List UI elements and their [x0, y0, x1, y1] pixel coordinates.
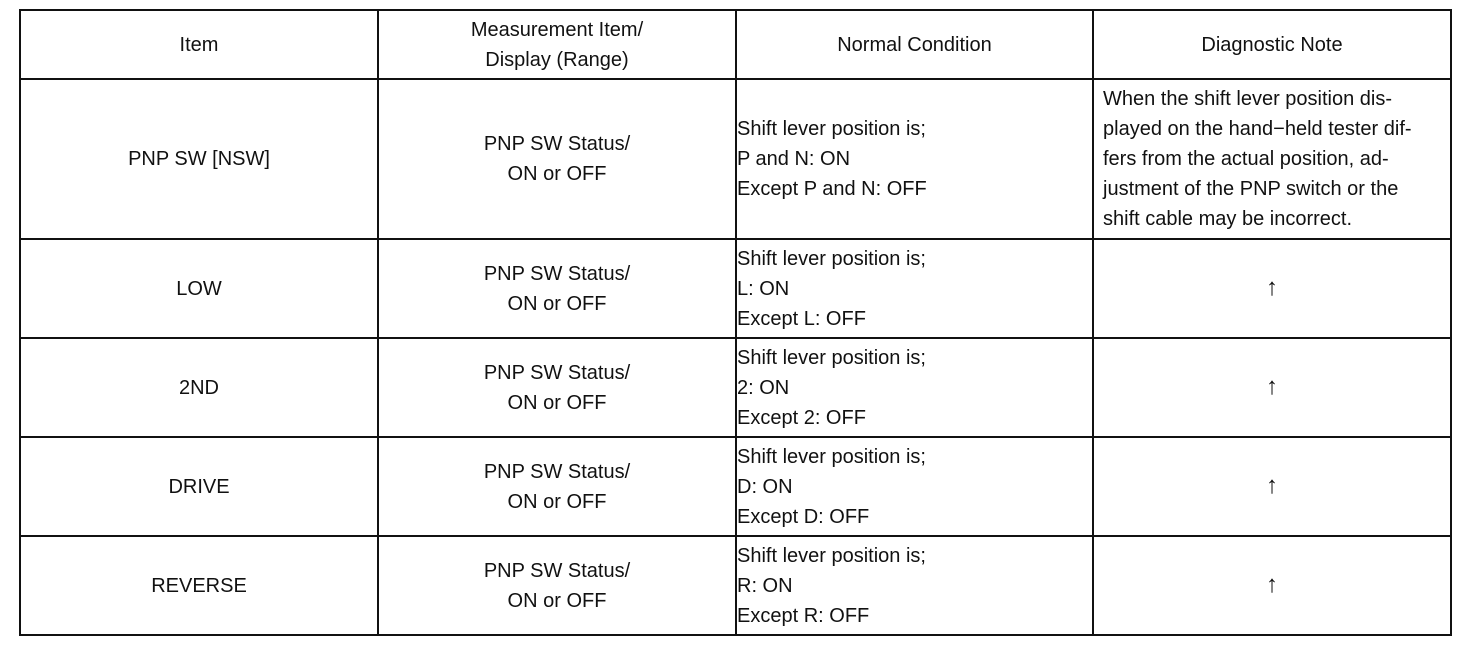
normal-line1: Shift lever position is; [737, 247, 926, 270]
normal-condition-cell [736, 338, 1093, 437]
item-label: PNP SW [NSW] [128, 148, 270, 170]
header-diagnostic-note [1093, 10, 1451, 79]
table-row [20, 239, 1451, 338]
up-arrow-icon: ↑ [1266, 570, 1278, 598]
table-row [20, 536, 1451, 635]
note-line2: played on the hand−held tester dif- [1103, 118, 1412, 140]
table-row [20, 338, 1451, 437]
measurement-line1: PNP SW Status/ [483, 262, 631, 285]
diagnostic-note-cell [1093, 536, 1451, 635]
measurement-cell [378, 536, 736, 635]
header-row [20, 10, 1451, 79]
measurement-line2: ON or OFF [507, 490, 607, 513]
up-arrow-icon: ↑ [1266, 372, 1278, 400]
item-cell [20, 239, 378, 338]
header-normal-condition-label: Normal Condition [837, 33, 992, 56]
measurement-line1: PNP SW Status/ [483, 361, 631, 384]
normal-line3: Except L: OFF [737, 307, 866, 330]
measurement-line2: ON or OFF [507, 292, 607, 315]
note-line5: shift cable may be incorrect. [1103, 208, 1352, 230]
measurement-cell [378, 79, 736, 239]
normal-line3: Except R: OFF [737, 604, 870, 627]
item-cell [20, 536, 378, 635]
normal-line2: P and N: ON [737, 148, 851, 170]
normal-condition-cell [736, 437, 1093, 536]
normal-line2: D: ON [737, 475, 793, 498]
measurement-cell [378, 338, 736, 437]
item-cell [20, 338, 378, 437]
measurement-line2: ON or OFF [507, 163, 607, 185]
item-label: LOW [176, 277, 222, 300]
header-item-label: Item [179, 33, 219, 56]
measurement-line2: ON or OFF [507, 391, 607, 414]
normal-condition-cell [736, 536, 1093, 635]
measurement-line1: PNP SW Status/ [483, 559, 631, 582]
note-line4: justment of the PNP switch or the [1103, 178, 1399, 200]
header-measurement-line1: Measurement Item/ [470, 18, 644, 41]
header-item [20, 10, 378, 79]
normal-line2: R: ON [737, 574, 793, 597]
up-arrow-icon: ↑ [1266, 471, 1278, 499]
measurement-line2: ON or OFF [507, 589, 607, 612]
normal-line1: Shift lever position is; [737, 544, 926, 567]
data-list-table [19, 9, 1452, 636]
header-measurement [378, 10, 736, 79]
normal-condition-cell [736, 79, 1093, 239]
normal-line2: L: ON [737, 277, 790, 300]
up-arrow-icon: ↑ [1266, 273, 1278, 301]
normal-line3: Except P and N: OFF [737, 178, 927, 200]
measurement-line1: PNP SW Status/ [483, 133, 631, 155]
measurement-cell [378, 239, 736, 338]
item-label: REVERSE [151, 574, 247, 597]
diagnostic-note-cell [1093, 338, 1451, 437]
item-cell [20, 79, 378, 239]
header-measurement-line2: Display (Range) [485, 48, 629, 71]
measurement-line1: PNP SW Status/ [483, 460, 631, 483]
measurement-cell [378, 437, 736, 536]
diagnostic-note-cell [1093, 79, 1451, 239]
normal-line1: Shift lever position is; [737, 346, 926, 369]
diagnostic-note-cell [1093, 437, 1451, 536]
note-line3: fers from the actual position, ad- [1103, 148, 1389, 170]
table-row [20, 437, 1451, 536]
normal-line1: Shift lever position is; [737, 118, 926, 140]
normal-line2: 2: ON [737, 376, 790, 399]
item-label: DRIVE [168, 475, 230, 498]
normal-line3: Except 2: OFF [737, 406, 866, 429]
item-label: 2ND [178, 376, 219, 399]
header-diagnostic-note-label: Diagnostic Note [1201, 33, 1343, 56]
item-cell [20, 437, 378, 536]
normal-condition-cell [736, 239, 1093, 338]
normal-line1: Shift lever position is; [737, 445, 926, 468]
normal-line3: Except D: OFF [737, 505, 870, 528]
note-line1: When the shift lever position dis- [1103, 88, 1393, 110]
diagnostic-note-cell [1093, 239, 1451, 338]
table-row [20, 79, 1451, 239]
header-normal-condition [736, 10, 1093, 79]
